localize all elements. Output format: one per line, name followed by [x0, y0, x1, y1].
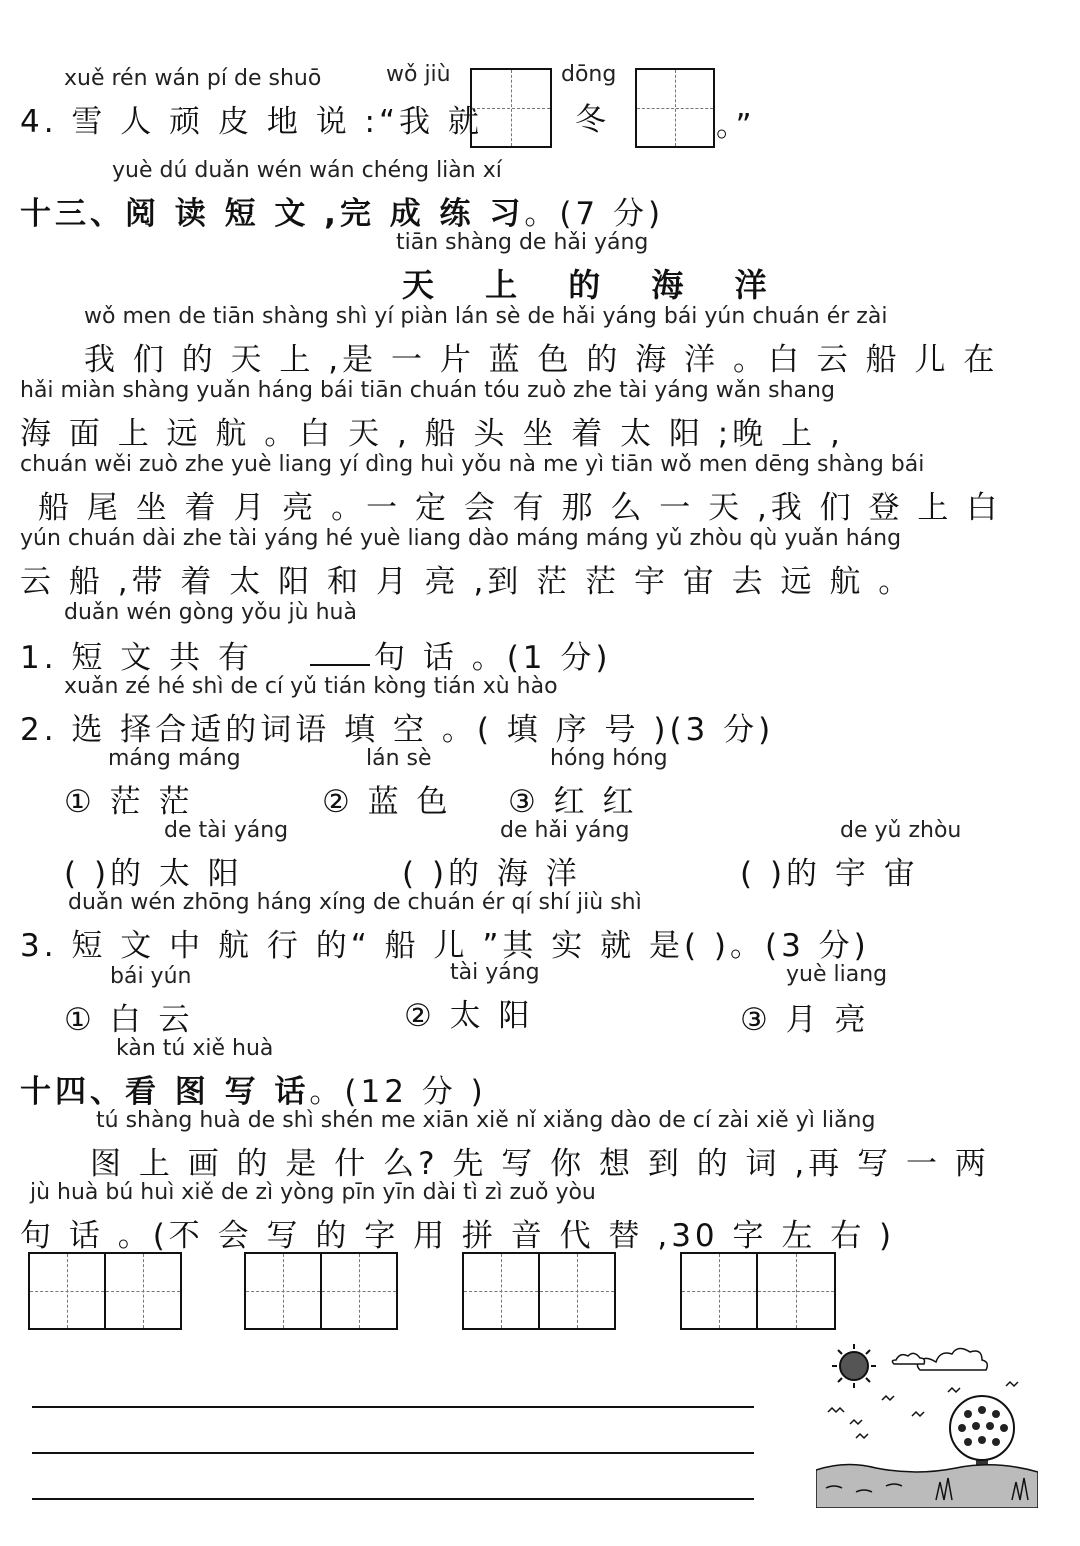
q2-option-2-pinyin: lán sè	[366, 746, 432, 771]
s13-heading-text: 十三、阅 读 短 文 ,完 成 练 习	[20, 196, 525, 232]
s14-heading	[20, 1066, 487, 1111]
word-box-3b[interactable]	[538, 1252, 616, 1330]
q4-answer-box-1[interactable]	[470, 68, 552, 148]
q2-blank-1[interactable]: ( )的 太 阳	[64, 856, 243, 892]
picture-illustration	[816, 1340, 1038, 1508]
writing-line-2[interactable]	[32, 1452, 754, 1454]
q2-blank-3[interactable]: ( )的 宇 宙	[740, 856, 919, 892]
word-box-1b[interactable]	[104, 1252, 182, 1330]
passage-line-1: 我 们 的 天 上 ,是 一 片 蓝 色 的 海 洋 。白 云 船 儿 在	[84, 342, 999, 378]
s14-heading-pinyin: kàn tú xiě huà	[116, 1036, 274, 1061]
passage-line-1-pinyin: wǒ men de tiān shàng shì yí piàn lán sè de hǎi yáng bái yún chuán ér zài	[84, 304, 888, 329]
word-box-2a[interactable]	[244, 1252, 322, 1330]
q4-text-1: 4. 雪 人 顽 皮 地 说 :“我 就	[20, 104, 483, 140]
writing-line-1[interactable]	[32, 1406, 754, 1408]
q2-blank-2-pinyin: de hǎi yáng	[500, 818, 630, 843]
sun-icon	[832, 1344, 876, 1388]
ground-icon	[816, 1464, 1038, 1508]
passage-title-pinyin: tiān shàng de hǎi yáng	[396, 230, 649, 255]
q3-text: 3. 短 文 中 航 行 的“ 船 儿 ”其 实 就 是( )。(3 分)	[20, 928, 870, 964]
passage-line-3-pinyin: chuán wěi zuò zhe yuè liang yí dìng huì yǒu nà me yì tiān wǒ men dēng shàng bái	[20, 452, 925, 477]
passage-line-2-pinyin: hǎi miàn shàng yuǎn háng bái tiān chuán tóu zuò zhe tài yáng wǎn shang	[20, 378, 835, 403]
passage-title: 天 上 的 海 洋	[402, 266, 787, 304]
q2-option-3: ③ 红 红	[508, 784, 638, 820]
passage-line-3: 船 尾 坐 着 月 亮 。一 定 会 有 那 么 一 天 ,我 们 登 上 白	[38, 490, 1002, 526]
q3-option-3: ③ 月 亮	[740, 1002, 870, 1038]
q2-option-1: ① 茫 茫	[64, 784, 194, 820]
q4-text-3: 。”	[716, 108, 756, 144]
word-box-2b[interactable]	[320, 1252, 398, 1330]
q4-answer-box-2[interactable]	[635, 68, 715, 148]
word-box-3a[interactable]	[462, 1252, 540, 1330]
s14-instruction-1: 图 上 画 的 是 什 么? 先 写 你 想 到 的 词 ,再 写 一 两	[90, 1146, 990, 1182]
q3-option-2: ② 太 阳	[404, 998, 534, 1034]
q1-answer-blank[interactable]	[310, 664, 370, 666]
q3-option-1: ① 白 云	[64, 1002, 194, 1038]
q2-text: 2. 选 择合适的词语 填 空 。( 填 序 号 )(3 分)	[20, 712, 775, 748]
s14-score: 。(12 分 )	[309, 1074, 487, 1110]
q2-blank-1-pinyin: de tài yáng	[164, 818, 289, 843]
word-box-4a[interactable]	[680, 1252, 758, 1330]
q3-pinyin: duǎn wén zhōng háng xíng de chuán ér qí shí jiù shì	[68, 890, 642, 915]
writing-line-3[interactable]	[32, 1498, 754, 1500]
passage-line-4-pinyin: yún chuán dài zhe tài yáng hé yuè liang dào máng máng yǔ zhòu qù yuǎn háng	[20, 526, 902, 551]
q4-pinyin-2: wǒ jiù	[386, 62, 451, 87]
q3-option-2-pinyin: tài yáng	[450, 960, 540, 985]
s13-heading-pinyin: yuè dú duǎn wén wán chéng liàn xí	[112, 158, 502, 183]
q1-text-a: 1. 短 文 共 有	[20, 640, 253, 676]
s14-instruction-pinyin-2: jù huà bú huì xiě de zì yòng pīn yīn dài tì zì zuǒ yòu	[30, 1180, 596, 1205]
q2-pinyin: xuǎn zé hé shì de cí yǔ tián kòng tián xù hào	[64, 674, 558, 699]
q2-option-3-pinyin: hóng hóng	[550, 746, 668, 771]
q2-option-2: ② 蓝 色	[322, 784, 452, 820]
q1-text-b: 句 话 。(1 分)	[374, 640, 612, 676]
word-box-4b[interactable]	[756, 1252, 836, 1330]
passage-line-2: 海 面 上 远 航 。白 天 , 船 头 坐 着 太 阳 ;晚 上 ,	[20, 416, 844, 452]
q2-option-1-pinyin: máng máng	[108, 746, 241, 771]
word-box-1a[interactable]	[28, 1252, 106, 1330]
s13-score: 。(7 分)	[524, 196, 665, 232]
q3-option-3-pinyin: yuè liang	[786, 962, 888, 987]
q3-option-1-pinyin: bái yún	[110, 964, 192, 989]
q4-pinyin-1: xuě rén wán pí de shuō	[64, 66, 322, 91]
passage-line-4: 云 船 ,带 着 太 阳 和 月 亮 ,到 茫 茫 宇 宙 去 远 航 。	[20, 564, 914, 600]
q2-blank-2[interactable]: ( )的 海 洋	[402, 856, 581, 892]
s14-heading-text: 十四、看 图 写 话	[20, 1074, 310, 1110]
q4-text-2: 冬	[575, 102, 610, 138]
s13-heading	[20, 188, 664, 233]
s14-instruction-2: 句 话 。(不 会 写 的 字 用 拼 音 代 替 ,30 字 左 右 )	[20, 1218, 896, 1254]
q4-pinyin-3: dōng	[561, 62, 617, 87]
q2-blank-3-pinyin: de yǔ zhòu	[840, 818, 962, 843]
q1-pinyin: duǎn wén gòng yǒu jù huà	[64, 600, 357, 625]
s14-instruction-pinyin-1: tú shàng huà de shì shén me xiān xiě nǐ xiǎng dào de cí zài xiě yì liǎng	[96, 1108, 876, 1133]
cloud-icon	[892, 1348, 987, 1370]
